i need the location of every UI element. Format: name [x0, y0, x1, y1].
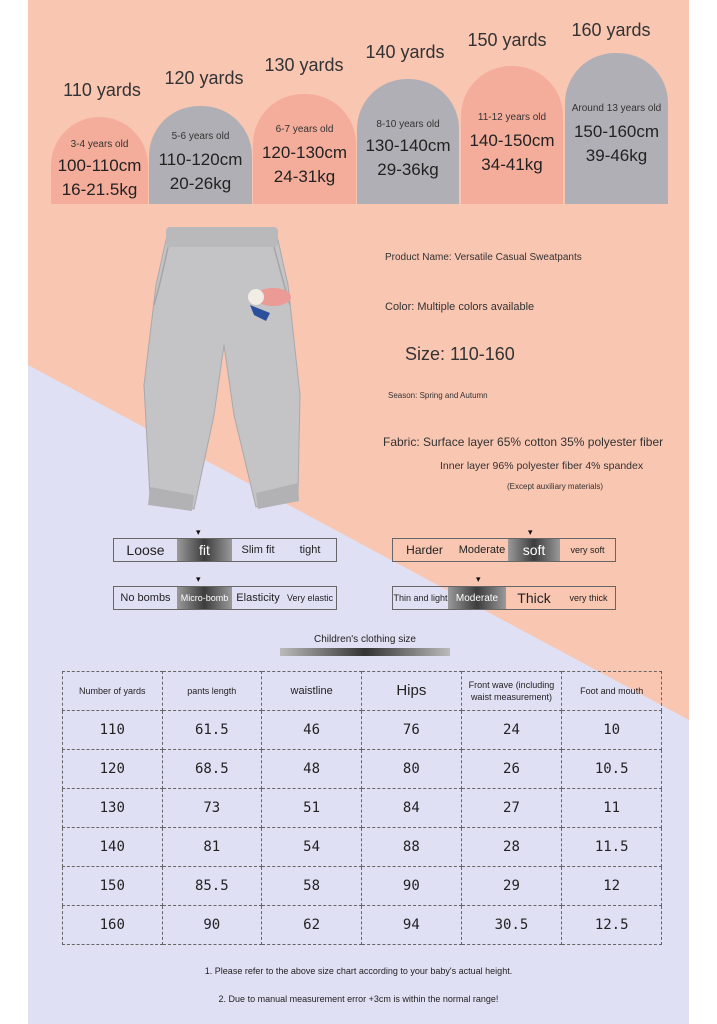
height-range: 130-140cm — [365, 136, 451, 155]
table-title: Children's clothing size — [314, 634, 416, 645]
cell-hips: 90 — [362, 867, 461, 906]
header-hips: Hips — [362, 672, 461, 711]
weight-range: 34-41kg — [481, 155, 543, 174]
size-card-130 — [253, 94, 356, 204]
fabric-surface: Fabric: Surface layer 65% cotton 35% polyester fiber — [383, 435, 664, 449]
elasticity-scale — [113, 586, 337, 610]
cell-pants-length: 61.5 — [162, 711, 262, 750]
table-row — [63, 711, 662, 750]
scale-option: Thick — [517, 590, 551, 606]
cell-waistline: 58 — [262, 867, 362, 906]
cell-hips: 94 — [362, 906, 461, 945]
scale-option-selected: Micro-bomb — [177, 587, 232, 609]
cell-waistline: 51 — [262, 789, 362, 828]
height-range: 110-120cm — [158, 150, 243, 169]
cell-yards: 120 — [63, 750, 163, 789]
weight-range: 20-26kg — [169, 174, 232, 193]
size-card-150 — [461, 66, 563, 204]
header-foot-and-mouth: Foot and mouth — [562, 672, 662, 711]
height-range: 140-150cm — [469, 131, 555, 150]
size-title-150: 150 yards — [467, 30, 547, 50]
scale-option: Thin and light — [393, 593, 448, 603]
scale-option: very thick — [569, 593, 608, 603]
scale-option: tight — [299, 544, 321, 556]
size-title-110: 110 yards — [63, 80, 141, 100]
note-1: 1. Please refer to the above size chart according to your baby's actual height. — [204, 966, 513, 976]
product-season: Season: Spring and Autumn — [388, 391, 488, 400]
height-range: 120-130cm — [261, 143, 348, 162]
elasticity-marker-icon: ▾ — [196, 574, 201, 584]
size-card-160 — [565, 53, 668, 204]
size-card-110 — [51, 117, 148, 204]
scale-option: Harder — [406, 543, 443, 557]
age-label: 3-4 years old — [70, 139, 129, 150]
cell-foot-mouth: 12.5 — [562, 906, 662, 945]
table-row — [63, 906, 662, 945]
scale-option: Moderate — [458, 544, 506, 556]
softness-scale — [392, 538, 616, 562]
cell-pants-length: 85.5 — [162, 867, 262, 906]
product-size: Size: 110-160 — [405, 344, 515, 364]
cell-pants-length: 90 — [162, 906, 262, 945]
cell-foot-mouth: 10 — [562, 711, 662, 750]
fabric-inner: Inner layer 96% polyester fiber 4% spandex — [440, 460, 644, 472]
cell-yards: 110 — [63, 711, 163, 750]
scale-option: Elasticity — [236, 592, 280, 604]
cell-hips: 84 — [362, 789, 461, 828]
cell-front-wave: 29 — [461, 867, 562, 906]
cell-front-wave: 27 — [461, 789, 562, 828]
cell-foot-mouth: 12 — [562, 867, 662, 906]
age-label: Around 13 years old — [571, 103, 662, 114]
height-range: 100-110cm — [57, 156, 142, 175]
sweatpants-image — [138, 225, 308, 515]
cell-yards: 140 — [63, 828, 163, 867]
scale-option-selected: fit — [177, 539, 232, 561]
fabric-note: (Except auxiliary materials) — [507, 482, 604, 491]
size-table — [62, 671, 662, 945]
fit-marker-icon: ▾ — [196, 527, 201, 537]
cell-waistline: 62 — [262, 906, 362, 945]
cell-yards: 160 — [63, 906, 163, 945]
scale-option: Very elastic — [286, 593, 334, 603]
cell-yards: 130 — [63, 789, 163, 828]
scale-option-selected: soft — [508, 539, 560, 561]
cell-hips: 76 — [362, 711, 461, 750]
cell-foot-mouth: 11.5 — [562, 828, 662, 867]
title-underline — [280, 648, 450, 656]
cell-front-wave: 24 — [461, 711, 562, 750]
age-label: 5-6 years old — [171, 131, 230, 142]
cell-pants-length: 73 — [162, 789, 262, 828]
age-label: 6-7 years old — [275, 124, 334, 135]
weight-range: 39-46kg — [585, 146, 648, 165]
product-color: Color: Multiple colors available — [385, 301, 535, 313]
cell-hips: 88 — [362, 828, 461, 867]
cell-pants-length: 68.5 — [162, 750, 262, 789]
table-row — [63, 750, 662, 789]
size-card-120 — [149, 106, 252, 204]
table-row — [63, 867, 662, 906]
size-title-130: 130 yards — [264, 55, 344, 75]
age-label: 11-12 years old — [477, 112, 547, 123]
height-range: 150-160cm — [573, 122, 660, 141]
cell-pants-length: 81 — [162, 828, 262, 867]
thickness-marker-icon: ▾ — [528, 527, 533, 537]
product-name: Product Name: Versatile Casual Sweatpants — [385, 252, 582, 263]
scale-option: very soft — [570, 545, 605, 555]
table-row — [63, 828, 662, 867]
cell-front-wave: 26 — [461, 750, 562, 789]
header-number-of-yards: Number of yards — [63, 672, 163, 711]
cell-hips: 80 — [362, 750, 461, 789]
note-2: 2. Due to manual measurement error +3cm is within the normal range! — [218, 994, 499, 1004]
header-waistline: waistline — [262, 672, 362, 711]
weight-range: 24-31kg — [273, 167, 336, 186]
table-row — [63, 789, 662, 828]
cell-foot-mouth: 10.5 — [562, 750, 662, 789]
cell-waistline: 54 — [262, 828, 362, 867]
size-card-140 — [357, 79, 459, 204]
cell-front-wave: 28 — [461, 828, 562, 867]
cell-foot-mouth: 11 — [562, 789, 662, 828]
weight-range: 16-21.5kg — [61, 180, 138, 199]
cell-yards: 150 — [63, 867, 163, 906]
cell-waistline: 46 — [262, 711, 362, 750]
scale-option-selected: Moderate — [448, 587, 506, 609]
scale-option: Loose — [126, 542, 165, 558]
weight-marker-icon: ▾ — [476, 574, 481, 584]
table-header-row — [63, 672, 662, 711]
cell-front-wave: 30.5 — [461, 906, 562, 945]
cell-waistline: 48 — [262, 750, 362, 789]
age-label: 8-10 years old — [376, 119, 440, 130]
scale-option: No bombs — [120, 592, 171, 604]
header-front-wave: Front wave (including waist measurement) — [461, 672, 562, 711]
scale-option: Slim fit — [241, 544, 275, 556]
size-title-120: 120 yards — [164, 68, 244, 88]
size-title-140: 140 yards — [365, 42, 445, 62]
size-title-160: 160 yards — [571, 20, 651, 40]
weight-range: 29-36kg — [377, 160, 439, 179]
fit-scale — [113, 538, 337, 562]
header-pants-length: pants length — [162, 672, 262, 711]
thickness-scale — [392, 586, 616, 610]
